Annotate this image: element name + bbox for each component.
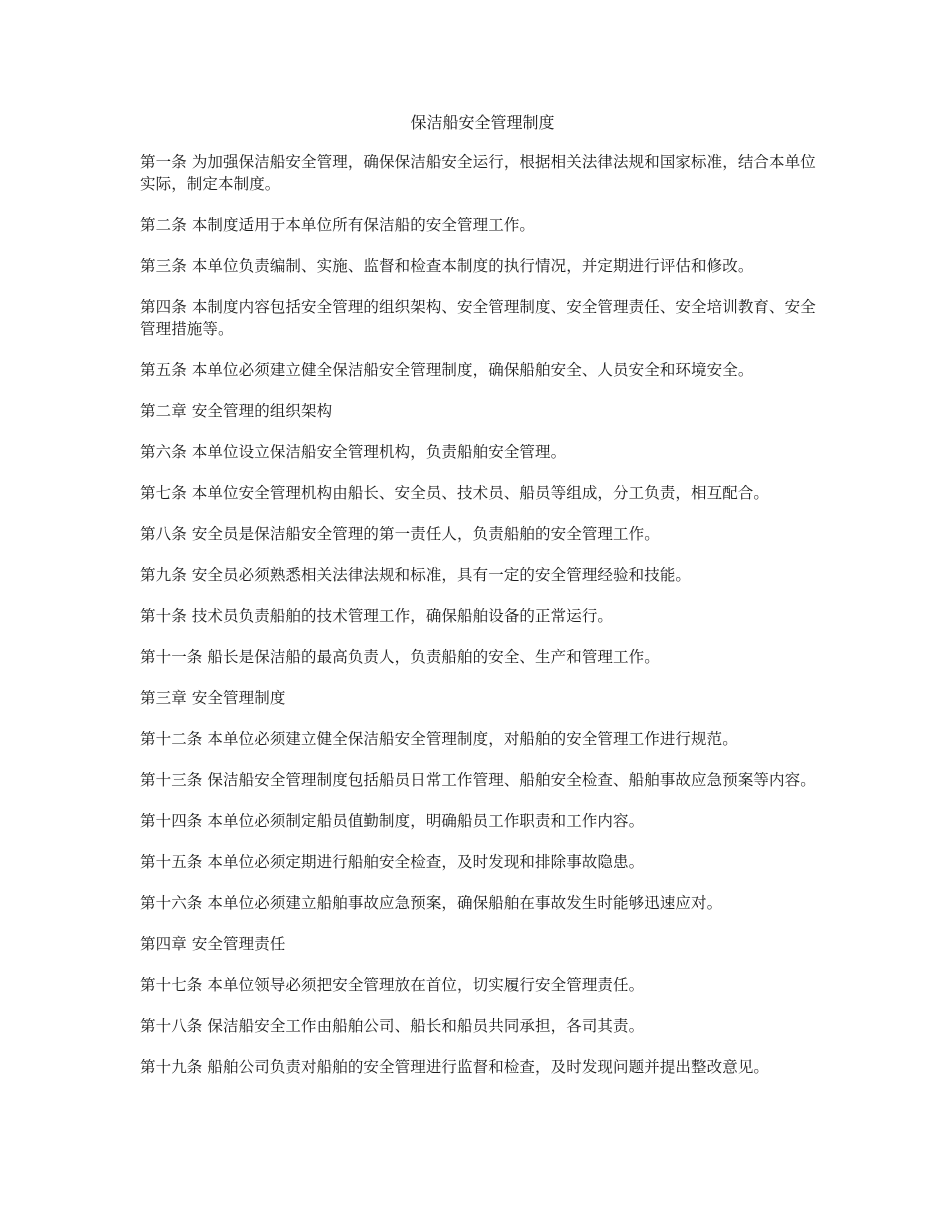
chapter-heading-4: 第四章 安全管理责任 <box>140 935 286 953</box>
paragraph-article-13: 第十三条 保洁船安全管理制度包括船员日常工作管理、船舶安全检查、船舶事故应急预案等内容。 <box>140 771 816 789</box>
paragraph-article-2: 第二条 本制度适用于本单位所有保洁船的安全管理工作。 <box>140 216 536 234</box>
chapter-heading-2: 第二章 安全管理的组织架构 <box>140 402 333 420</box>
paragraph-article-17: 第十七条 本单位领导必须把安全管理放在首位，切实履行安全管理责任。 <box>140 976 645 994</box>
chapter-heading-3: 第三章 安全管理制度 <box>140 689 286 707</box>
paragraph-article-16: 第十六条 本单位必须建立船舶事故应急预案，确保船舶在事故发生时能够迅速应对。 <box>140 894 723 912</box>
paragraph-article-19: 第十九条 船舶公司负责对船舶的安全管理进行监督和检查，及时发现问题并提出整改意见。 <box>140 1058 770 1076</box>
paragraph-article-12: 第十二条 本单位必须建立健全保洁船安全管理制度，对船舶的安全管理工作进行规范。 <box>140 730 738 748</box>
paragraph-article-7: 第七条 本单位安全管理机构由船长、安全员、技术员、船员等组成，分工负责，相互配合。 <box>140 484 770 502</box>
paragraph-article-11: 第十一条 船长是保洁船的最高负责人，负责船舶的安全、生产和管理工作。 <box>140 648 660 666</box>
paragraph-article-3: 第三条 本单位负责编制、实施、监督和检查本制度的执行情况，并定期进行评估和修改。 <box>140 257 754 275</box>
paragraph-article-9: 第九条 安全员必须熟悉相关法律法规和标准，具有一定的安全管理经验和技能。 <box>140 566 692 584</box>
paragraph-article-5: 第五条 本单位必须建立健全保洁船安全管理制度，确保船舶安全、人员安全和环境安全。 <box>140 361 754 379</box>
document-title: 保洁船安全管理制度 <box>410 113 555 132</box>
paragraph-article-4: 第四条 本制度内容包括安全管理的组织架构、安全管理制度、安全管理责任、安全培训教育、安全管理措施等。 <box>140 298 816 338</box>
paragraph-article-18: 第十八条 保洁船安全工作由船舶公司、船长和船员共同承担，各司其责。 <box>140 1017 645 1035</box>
paragraph-article-14: 第十四条 本单位必须制定船员值勤制度，明确船员工作职责和工作内容。 <box>140 812 645 830</box>
paragraph-article-10: 第十条 技术员负责船舶的技术管理工作，确保船舶设备的正常运行。 <box>140 607 614 625</box>
paragraph-article-15: 第十五条 本单位必须定期进行船舶安全检查，及时发现和排除事故隐患。 <box>140 853 645 871</box>
paragraph-article-6: 第六条 本单位设立保洁船安全管理机构，负责船舶安全管理。 <box>140 443 567 461</box>
paragraph-article-1: 第一条 为加强保洁船安全管理，确保保洁船安全运行，根据相关法律法规和国家标准，结合本单位实际，制定本制度。 <box>140 153 816 193</box>
paragraph-article-8: 第八条 安全员是保洁船安全管理的第一责任人，负责船舶的安全管理工作。 <box>140 525 660 543</box>
